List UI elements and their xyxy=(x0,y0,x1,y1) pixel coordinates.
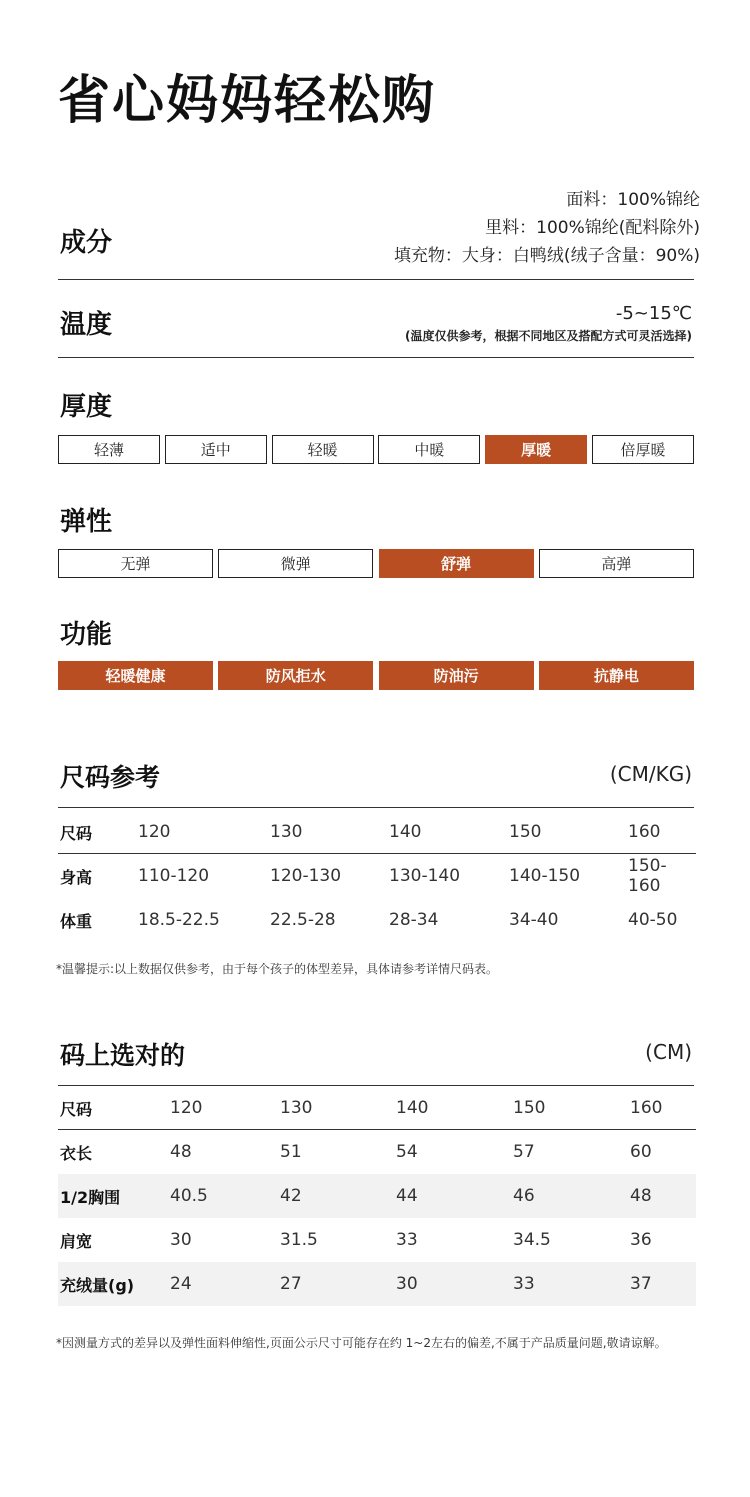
composition-label: 成分 xyxy=(60,228,113,258)
row-label: 身高 xyxy=(60,867,93,887)
table-cell: 120 xyxy=(170,1098,203,1118)
temperature-value: -5~15℃ xyxy=(615,303,692,324)
row-label: 肩宽 xyxy=(60,1231,93,1251)
thickness-label: 厚度 xyxy=(60,392,113,422)
elasticity-option: 微弹 xyxy=(218,549,373,578)
size-reference-note: *温馨提示:以上数据仅供参考，由于每个孩子的体型差异，具体请参考详情尺码表。 xyxy=(56,962,499,976)
thickness-option: 轻薄 xyxy=(58,435,160,464)
size-chart-title: 码上选对的 xyxy=(60,1041,186,1070)
size-reference-unit: (CM/KG) xyxy=(609,762,692,786)
thickness-option: 适中 xyxy=(165,435,267,464)
temperature-note: (温度仅供参考，根据不同地区及搭配方式可灵活选择) xyxy=(405,329,692,343)
table-cell: 150 xyxy=(513,1098,546,1118)
table-cell: 33 xyxy=(513,1274,535,1294)
function-option: 防油污 xyxy=(379,661,534,690)
thickness-option: 倍厚暖 xyxy=(592,435,694,464)
table-cell: 130 xyxy=(280,1098,313,1118)
table-cell: 130-140 xyxy=(389,866,461,886)
table-cell: 150 xyxy=(509,822,542,842)
table-cell: 18.5-22.5 xyxy=(138,910,220,930)
function-label: 功能 xyxy=(60,620,113,650)
table-cell: 46 xyxy=(513,1186,535,1206)
row-label: 体重 xyxy=(60,911,93,931)
temperature-label: 温度 xyxy=(60,310,113,340)
table-cell: 130 xyxy=(270,822,303,842)
function-option: 防风拒水 xyxy=(218,661,373,690)
size-chart-unit: (CM) xyxy=(645,1040,692,1064)
row-label: 充绒量(g) xyxy=(60,1275,135,1295)
table-cell: 48 xyxy=(170,1142,192,1162)
table-cell: 40-50 xyxy=(628,910,678,930)
composition-line: 里料：100%锦纶(配料除外) xyxy=(485,218,700,238)
table-header-row xyxy=(58,1086,696,1130)
size-reference-title: 尺码参考 xyxy=(60,763,161,792)
table-cell: 160 xyxy=(628,822,661,842)
elasticity-option: 舒弹 xyxy=(379,549,534,578)
table-cell: 51 xyxy=(280,1142,302,1162)
elasticity-option: 无弹 xyxy=(58,549,213,578)
table-cell: 24 xyxy=(170,1274,192,1294)
thickness-option: 轻暖 xyxy=(272,435,374,464)
row-label: 尺码 xyxy=(60,1099,93,1119)
table-cell: 120-130 xyxy=(270,866,342,886)
table-cell: 34.5 xyxy=(513,1230,551,1250)
divider xyxy=(58,357,694,358)
table-header-row xyxy=(58,810,696,854)
row-label: 衣长 xyxy=(60,1143,93,1163)
elasticity-options xyxy=(58,549,694,578)
row-label: 尺码 xyxy=(60,823,93,843)
table-cell: 60 xyxy=(630,1142,652,1162)
size-chart-note: *因测量方式的差异以及弹性面料伸缩性,页面公示尺寸可能存在约 1~2左右的偏差,不属于产品质量问题,敬请谅解。 xyxy=(56,1336,667,1350)
table-cell: 31.5 xyxy=(280,1230,318,1250)
table-row xyxy=(58,1130,696,1174)
table-row xyxy=(58,898,696,942)
table-cell: 120 xyxy=(138,822,171,842)
table-cell: 150-160 xyxy=(628,856,667,896)
function-option: 轻暖健康 xyxy=(58,661,213,690)
function-option: 抗静电 xyxy=(539,661,694,690)
divider xyxy=(58,807,694,808)
table-row xyxy=(58,1262,696,1306)
table-cell: 27 xyxy=(280,1274,302,1294)
table-cell: 54 xyxy=(396,1142,418,1162)
table-cell: 30 xyxy=(396,1274,418,1294)
table-row xyxy=(58,1218,696,1262)
table-cell: 140-150 xyxy=(509,866,581,886)
elasticity-option: 高弹 xyxy=(539,549,694,578)
composition-line: 面料：100%锦纶 xyxy=(566,190,700,210)
elasticity-label: 弹性 xyxy=(60,507,113,537)
table-cell: 42 xyxy=(280,1186,302,1206)
table-row xyxy=(58,1174,696,1218)
table-cell: 110-120 xyxy=(138,866,210,886)
table-cell: 40.5 xyxy=(170,1186,208,1206)
composition-line: 填充物：大身：白鸭绒(绒子含量：90%) xyxy=(393,246,700,266)
table-cell: 34-40 xyxy=(509,910,559,930)
table-cell: 22.5-28 xyxy=(270,910,336,930)
table-cell: 140 xyxy=(396,1098,429,1118)
table-cell: 37 xyxy=(630,1274,652,1294)
row-label: 1/2胸围 xyxy=(60,1187,121,1207)
thickness-option: 厚暖 xyxy=(485,435,587,464)
thickness-options xyxy=(58,435,694,464)
size-chart-table xyxy=(58,1086,696,1306)
divider xyxy=(58,279,694,280)
composition-details xyxy=(394,186,700,270)
table-row xyxy=(58,854,696,898)
table-cell: 160 xyxy=(630,1098,663,1118)
table-cell: 44 xyxy=(396,1186,418,1206)
table-cell: 48 xyxy=(630,1186,652,1206)
table-cell: 57 xyxy=(513,1142,535,1162)
table-cell: 28-34 xyxy=(389,910,439,930)
thickness-option: 中暖 xyxy=(378,435,480,464)
table-cell: 36 xyxy=(630,1230,652,1250)
table-cell: 33 xyxy=(396,1230,418,1250)
table-cell: 140 xyxy=(389,822,422,842)
function-options xyxy=(58,661,694,690)
page-title: 省心妈妈轻松购 xyxy=(58,71,437,131)
table-cell: 30 xyxy=(170,1230,192,1250)
size-reference-table xyxy=(58,810,696,942)
